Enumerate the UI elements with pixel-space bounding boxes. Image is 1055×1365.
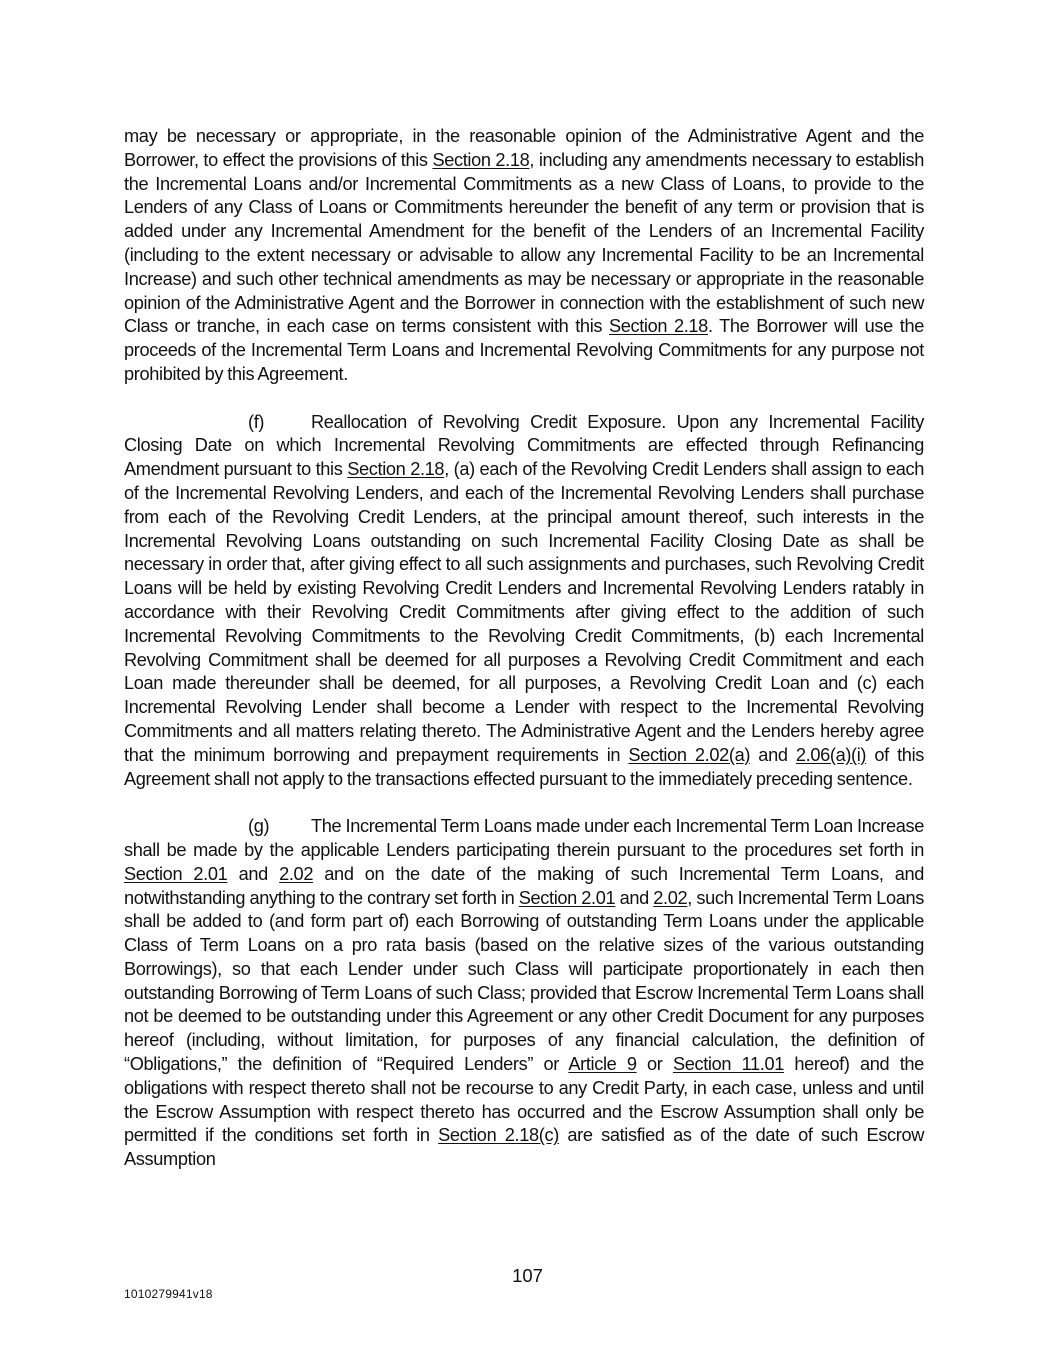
document-id: 1010279941v18 <box>124 1287 213 1301</box>
paragraph-continuation <box>124 125 924 387</box>
cross-reference: Section 11.01 <box>672 1054 784 1075</box>
text-segment: or <box>636 1054 673 1075</box>
text-segment: . The Borrower will use the proceeds of the Incremental Term Loans and Incremental Revolving Commitments for any purpose not prohibited by this Agreement. <box>124 316 924 384</box>
cross-reference: 2.06(a)(i) <box>795 744 867 765</box>
page-number: 107 <box>512 1265 543 1286</box>
clause-label: (f) <box>248 411 265 432</box>
cross-reference: 2.02 <box>279 863 314 884</box>
text-segment: may be necessary or appropriate, in the reasonable opinion of the Administrative Agent and the Borrower, to effect the provisions of this <box>124 126 924 170</box>
cross-reference: Section 2.01 <box>124 863 228 884</box>
text-segment: Reallocation of Revolving Credit Exposure. Upon any Incremental Facility Closing Date on which Incremental Revolving Commitments are effected through Refinancing Amendment pursuant to this <box>124 411 924 480</box>
clause-label: (g) <box>248 816 270 837</box>
cross-reference: Section 2.18(c) <box>438 1125 559 1146</box>
text-segment: , such Incremental Term Loans shall be added to (and form part of) each Borrowing of outstanding Term Loans under the applicable Class of Term Loans on a pro rata basis (based on the relative sizes of the various outstanding Borrowings), so that each Lender under such Class will participate proportionately in each then outstanding Borrowing of Term Loans of such Class; provided that Escrow Incremental Term Loans shall not be deemed to be outstanding under this Agreement or any other Credit Document for any purposes hereof (including, without limitation, for purposes of any financial calculation, the definition of “Obligations,” the definition of “Required Lenders” or <box>124 887 925 1075</box>
text-segment: and <box>227 863 280 884</box>
text-segment: , (a) each of the Revolving Credit Lenders shall assign to each of the Incremental Revolving Lenders, and each of the Incremental Revolving Lenders shall purchase from each of the Revolving Credit Lenders, at the principal amount thereof, such interests in the Incremental Revolving Loans outstanding on such Incremental Facility Closing Date as shall be necessary in order that, after giving effect to all such assignments and purchases, such Revolving Credit Loans will be held by existing Revolving Credit Lenders and Incremental Revolving Lenders ratably in accordance with their Revolving Credit Commitments after giving effect to the addition of such Incremental Revolving Commitments to the Revolving Credit Commitments, (b) each Incremental Revolving Commitment shall be deemed for all purposes a Revolving Credit Commitment and each Loan made thereunder shall be deemed, for all purposes, a Revolving Credit Loan and (c) each Incremental Revolving Lender shall become a Lender with respect to the Incremental Revolving Commitments and all matters relating thereto. The Administrative Agent and the Lenders hereby agree that the minimum borrowing and prepayment requirements in <box>124 459 924 765</box>
cross-reference: Section 2.18 <box>432 149 530 170</box>
text-segment: and <box>615 887 654 908</box>
text-segment: hereof) and the obligations with respect thereto shall not be recourse to any Credit Party, in each case, unless and until the Escrow Assumption with respect thereto has occurred and the Escrow Assumption shall only be permitted if the conditions set forth in <box>124 1054 924 1146</box>
cross-reference: Section 2.18 <box>608 316 708 337</box>
text-segment: are satisfied as of the date of such Escrow Assumption <box>124 1125 924 1170</box>
text-segment: and on the date of the making of such Incremental Term Loans, and notwithstanding anything to the contrary set forth in <box>124 863 925 908</box>
cross-reference: Section 2.02(a) <box>628 744 751 765</box>
paragraph-clause-f <box>124 411 924 792</box>
cross-reference: Section 2.18 <box>347 459 445 480</box>
text-segment: , including any amendments necessary to establish the Incremental Loans and/or Incremental Commitments as a new Class of Loans, to provide to the Lenders of any Class of Loans or Commitments hereunder the benefit of any term or provision that is added under any Incremental Amendment for the benefit of the Lenders of an Incremental Facility (including to the extent necessary or advisable to allow any Incremental Facility to be an Incremental Increase) and such other technical amendments as may be necessary or appropriate in the reasonable opinion of the Administrative Agent and the Borrower in connection with the establishment of such new Class or tranche, in each case on terms consistent with this <box>124 149 924 337</box>
cross-reference: Article 9 <box>568 1054 637 1075</box>
cross-reference: Section 2.01 <box>518 887 616 908</box>
paragraph-clause-g <box>124 815 924 1172</box>
cross-reference: 2.02 <box>653 887 688 908</box>
text-segment: and <box>750 744 796 765</box>
document-body <box>124 125 924 1196</box>
text-segment: The Incremental Term Loans made under each Incremental Term Loan Increase shall be made by the applicable Lenders participating therein pursuant to the procedures set forth in <box>124 816 924 860</box>
text-segment: of this Agreement shall not apply to the transactions effected pursuant to the immediately preceding sentence. <box>124 744 925 789</box>
